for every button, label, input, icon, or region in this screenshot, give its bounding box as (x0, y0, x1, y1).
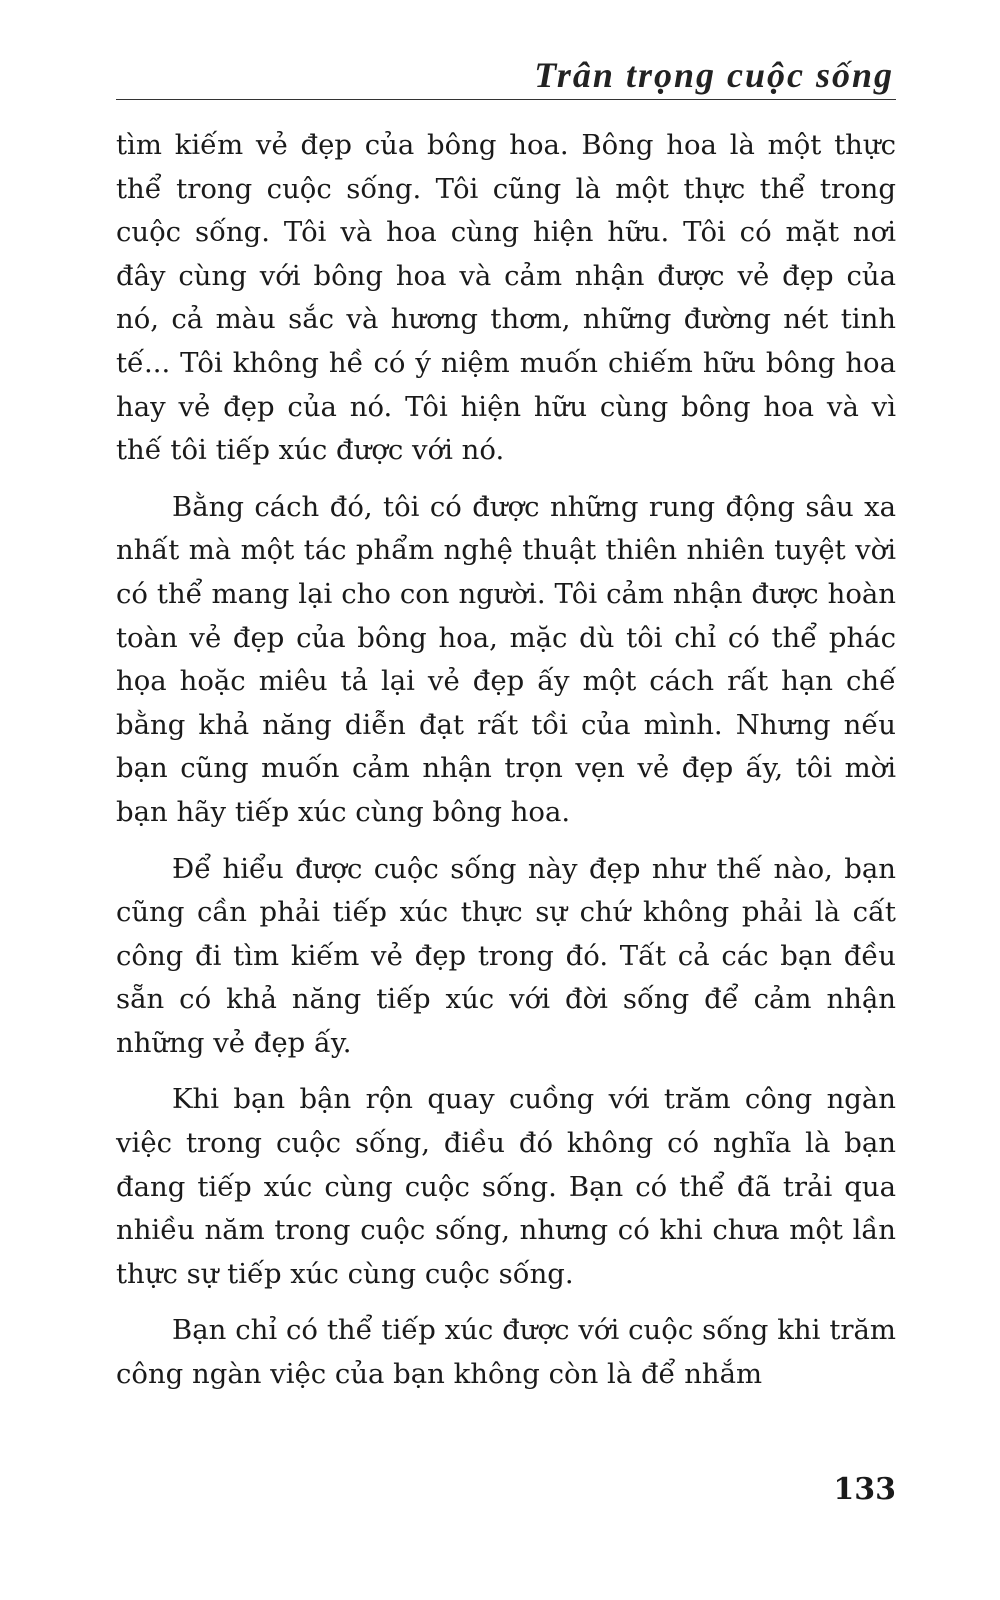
page-header (116, 44, 896, 104)
paragraph-continued: tìm kiếm vẻ đẹp của bông hoa. Bông hoa là một thực thể trong cuộc sống. Tôi cũng là một thực thể trong cuộc sống. Tôi và hoa cùng hiện hữu. Tôi có mặt nơi đây cùng với bông hoa và cảm nhận được vẻ đẹp của nó, cả màu sắc và hương thơm, những đường nét tinh tế... Tôi không hề có ý niệm muốn chiếm hữu bông hoa hay vẻ đẹp của nó. Tôi hiện hữu cùng bông hoa và vì thế tôi tiếp xúc được với nó. (116, 129, 896, 467)
paragraph: Bạn chỉ có thể tiếp xúc được với cuộc sống khi trăm công ngàn việc của bạn không còn là để nhắm (116, 1314, 896, 1391)
header-rule (116, 99, 896, 100)
paragraph: Khi bạn bận rộn quay cuồng với trăm công ngàn việc trong cuộc sống, điều đó không có nghĩa là bạn đang tiếp xúc cùng cuộc sống. Bạn có thể đã trải qua nhiều năm trong cuộc sống, nhưng có khi chưa một lần thực sự tiếp xúc cùng cuộc sống. (116, 1083, 896, 1290)
page-number: 133 (833, 1472, 896, 1507)
paragraph: Để hiểu được cuộc sống này đẹp như thế nào, bạn cũng cần phải tiếp xúc thực sự chứ không phải là cất công đi tìm kiếm vẻ đẹp trong đó. Tất cả các bạn đều sẵn có khả năng tiếp xúc với đời sống để cảm nhận những vẻ đẹp ấy. (116, 852, 896, 1059)
paragraph: Bằng cách đó, tôi có được những rung động sâu xa nhất mà một tác phẩm nghệ thuật thiên nhiên tuyệt vời có thể mang lại cho con người. Tôi cảm nhận được hoàn toàn vẻ đẹp của bông hoa, mặc dù tôi chỉ có thể phác họa hoặc miêu tả lại vẻ đẹp ấy một cách rất hạn chế bằng khả năng diễn đạt rất tồi của mình. Nhưng nếu bạn cũng muốn cảm nhận trọn vẹn vẻ đẹp ấy, tôi mời bạn hãy tiếp xúc cùng bông hoa. (116, 490, 896, 828)
body-text (116, 124, 896, 1410)
running-title: Trân trọng cuộc sống (534, 55, 894, 95)
